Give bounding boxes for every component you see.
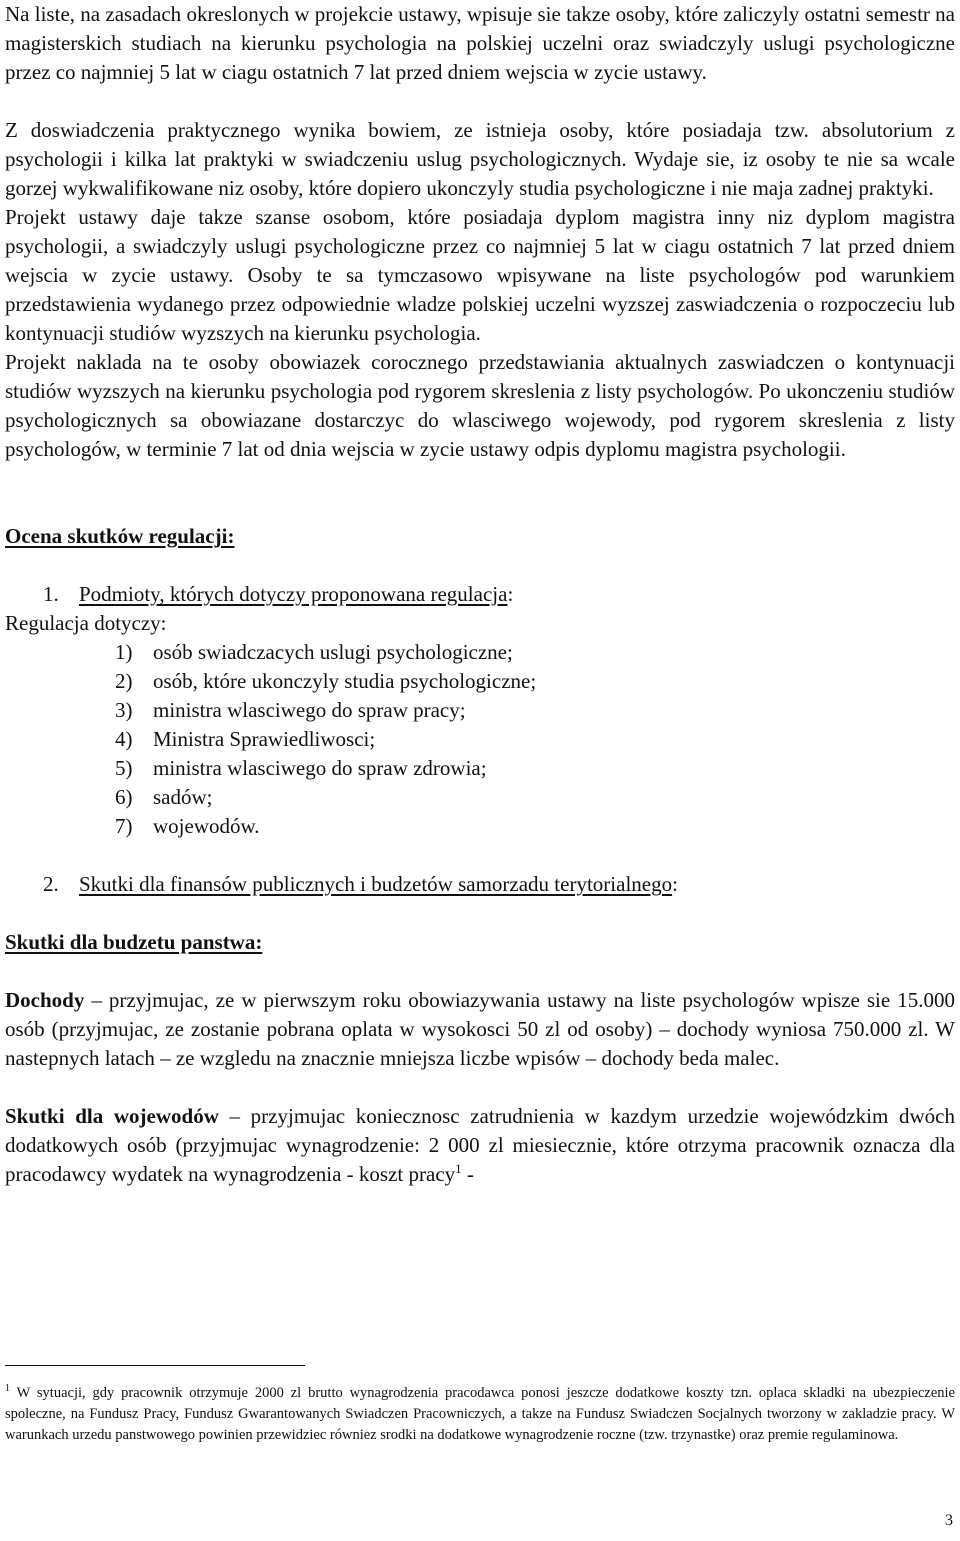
list-item	[115, 638, 955, 667]
page-number: 3	[945, 1512, 953, 1529]
spacer	[5, 1073, 955, 1102]
item-1-heading	[5, 580, 955, 609]
list-item-number: 1)	[115, 640, 133, 664]
item-1-title: Podmioty, których dotyczy proponowana regulacja	[79, 582, 508, 606]
list-item-text: ministra wlasciwego do spraw pracy;	[153, 698, 466, 722]
list-item	[115, 783, 955, 812]
affected-parties-list	[5, 638, 955, 841]
paragraph-experience: Z doswiadczenia praktycznego wynika bowiem, ze istnieja osoby, które posiadaja tzw. absolutorium z psychologii i kilka lat praktyki w swiadczeniu uslug psychologicznych. Wydaje sie, iz osoby te nie sa wcale gorzej wykwalifikowane niz osoby, które dopiero ukonczyly studia psychologiczne i nie maja zadnej praktyki.	[5, 118, 955, 200]
list-item-number: 2)	[115, 669, 133, 693]
paragraph-voivodes	[5, 1102, 955, 1189]
list-item	[115, 725, 955, 754]
spacer	[5, 899, 955, 928]
list-item-text: osób swiadczacych uslugi psychologiczne;	[153, 640, 513, 664]
list-item-text: ministra wlasciwego do spraw zdrowia;	[153, 756, 487, 780]
list-item-text: Ministra Sprawiedliwosci;	[153, 727, 376, 751]
income-text: – przyjmujac, ze w pierwszym roku obowiazywania ustawy na liste psychologów wpisze sie 15.000 osób (przyjmujac, ze zostanie pobrana oplata w wysokosci 50 zl od osoby) – dochody wyniosa 750.000 zl. W nastepnych latach – ze wzgledu na znacznie mniejsza liczbe wpisów – dochody beda malec.	[5, 988, 955, 1070]
paragraph-registration: Na liste, na zasadach okreslonych w projekcie ustawy, wpisuje sie takze osoby, które zaliczyly ostatni semestr na magisterskich studiach na kierunku psychologia na polskiej uczelni oraz swiadczyly uslugi psychologiczne przez co najmniej 5 lat w ciagu ostatnich 7 lat przed dniem wejscia w zycie ustawy.	[5, 2, 955, 84]
list-item-number: 4)	[115, 727, 133, 751]
item-2-title: Skutki dla finansów publicznych i budzetów samorzadu terytorialnego	[79, 872, 673, 896]
income-label: Dochody	[5, 988, 85, 1012]
list-item-text: osób, które ukonczyly studia psychologiczne;	[153, 669, 537, 693]
spacer	[5, 957, 955, 986]
list-item	[115, 812, 955, 841]
voivodes-label: Skutki dla wojewodów	[5, 1104, 219, 1128]
document-page	[5, 0, 955, 1541]
footnote-divider	[5, 1365, 305, 1366]
paragraph-income	[5, 986, 955, 1073]
main-text	[5, 0, 955, 1189]
section-heading-regulation-impact: Ocena skutków regulacji:	[5, 524, 235, 548]
list-item	[115, 667, 955, 696]
list-item	[115, 754, 955, 783]
list-item-number: 6)	[115, 785, 133, 809]
regulation-intro: Regulacja dotyczy:	[5, 611, 167, 635]
item-1-colon: :	[507, 582, 514, 606]
spacer	[5, 87, 955, 116]
footnote	[5, 1378, 955, 1446]
list-item-number: 5)	[115, 756, 133, 780]
list-item	[115, 696, 955, 725]
voivodes-text: – przyjmujac koniecznosc zatrudnienia w kazdym urzedzie wojewódzkim dwóch dodatkowych osób (przyjmujac wynagrodzenie: 2 000 zl miesiecznie, które otrzyma pracownik oznacza dla pracodawcy wydatek na wynagrodzenia - koszt pracy	[5, 1104, 955, 1186]
budget-heading: Skutki dla budzetu panstwa:	[5, 930, 263, 954]
footnote-reference[interactable]: 1	[455, 1161, 462, 1176]
list-item-text: sadów;	[153, 785, 213, 809]
footnote-text: W sytuacji, gdy pracownik otrzymuje 2000 zl brutto wynagrodzenia pracodawca ponosi jeszcze dodatkowe koszty tzn. oplaca skladki na ubezpieczenie spoleczne, na Fundusz Pracy, Fundusz Gwarantowanych Swiadczen Pracowniczych, a takze na Fundusz Swiadczen Socjalnych tworzony w zakladzie pracy. W warunkach urzedu panstwowego powinien przewidziec równiez srodki na dodatkowe wynagrodzenie roczne (tzw. trzynastke) oraz premie regulaminowa.	[5, 1384, 955, 1443]
paragraph-obligation: Projekt naklada na te osoby obowiazek corocznego przedstawiania aktualnych zaswiadczen o kontynuacji studiów wyzszych na kierunku psychologia pod rygorem skreslenia z listy psychologów. Po ukonczeniu studiów psychologicznych sa obowiazane dostarczyc do wlasciwego wojewody, pod rygorem skreslenia z listy psychologów, w terminie 7 lat od dnia wejscia w zycie ustawy odpis dyplomu magistra psychologii.	[5, 350, 955, 461]
footnote-marker: 1	[5, 1383, 10, 1394]
voivodes-tail: -	[461, 1162, 474, 1186]
item-2-number: 2.	[43, 872, 59, 896]
item-2-heading	[5, 870, 955, 899]
item-1-number: 1.	[43, 582, 59, 606]
spacer	[5, 464, 955, 522]
spacer	[5, 841, 955, 870]
item-2-colon: :	[672, 872, 678, 896]
list-item-text: wojewodów.	[153, 814, 260, 838]
list-item-number: 3)	[115, 698, 133, 722]
spacer	[5, 551, 955, 580]
list-item-number: 7)	[115, 814, 133, 838]
paragraph-opportunity: Projekt ustawy daje takze szanse osobom, które posiadaja dyplom magistra inny niz dyplom magistra psychologii, a swiadczyly uslugi psychologiczne przez co najmniej 5 lat w ciagu ostatnich 7 lat przed dniem wejscia w zycie ustawy. Osoby te sa tymczasowo wpisywane na liste psychologów pod warunkiem przedstawienia wydanego przez odpowiednie wladze polskiej uczelni wyzszej zaswiadczenia o rozpoczeciu lub kontynuacji studiów wyzszych na kierunku psychologia.	[5, 205, 955, 345]
